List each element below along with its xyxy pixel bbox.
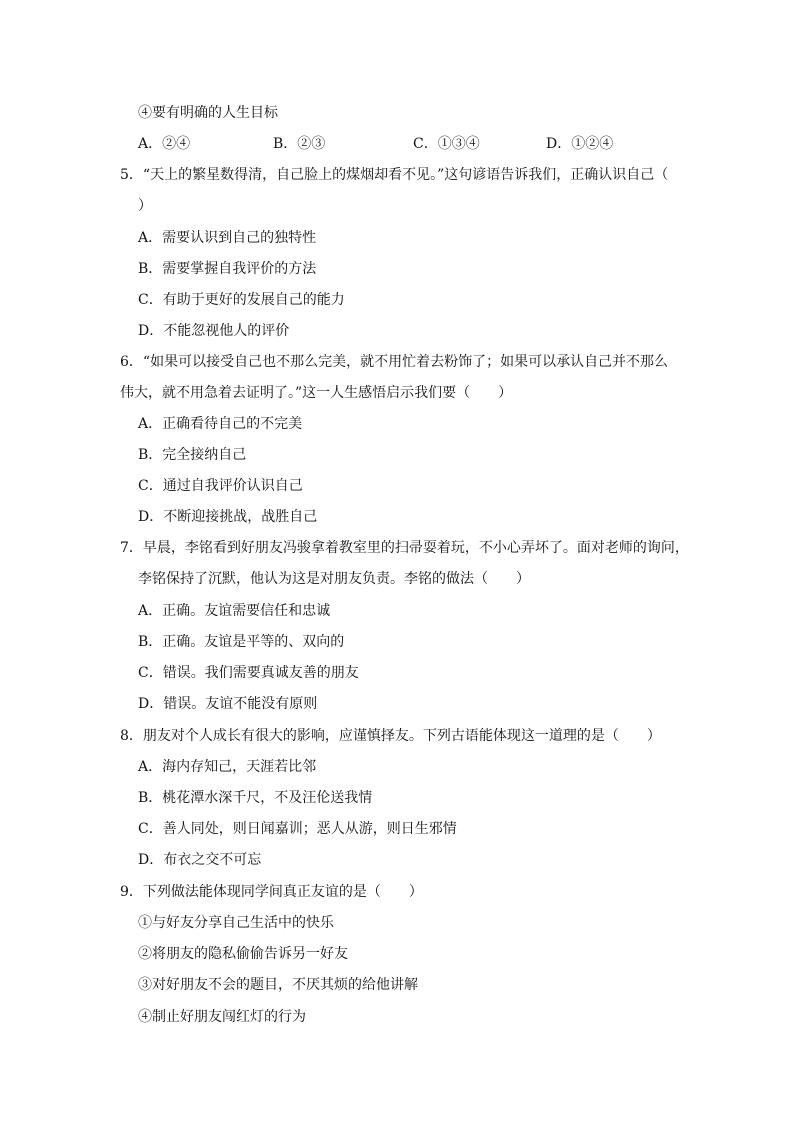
- q7-option-b: B．正确。友谊是平等的、双向的: [138, 634, 345, 650]
- q8-option-c: C．善人同处，则日闻嘉训；恶人从游，则日生邪情: [138, 821, 457, 837]
- q8-option-b: B．桃花潭水深千尺，不及汪伦送我情: [138, 790, 373, 806]
- q4-option-d: D．①②④: [546, 136, 614, 152]
- q9-stem-line-1: 9．下列做法能体现同学间真正友谊的是（ ）: [120, 884, 423, 900]
- q4-option-b: B．②③: [273, 136, 326, 152]
- q9-item-2: ②将朋友的隐私偷偷告诉另一好友: [138, 946, 348, 962]
- q6-option-b: B．完全接纳自己: [138, 447, 247, 463]
- q5-option-d: D．不能忽视他人的评价: [138, 323, 290, 339]
- q4-item-4: ④要有明确的人生目标: [138, 105, 278, 121]
- q7-option-d: D．错误。友谊不能没有原则: [138, 696, 318, 712]
- q6-stem-line-1: 6．“如果可以接受自己也不那么完美，就不用忙着去粉饰了；如果可以承认自己并不那么: [120, 354, 669, 370]
- q6-stem-line-2: 伟大，就不用急着去证明了。”这一人生感悟启示我们要（ ）: [120, 385, 513, 401]
- q5-option-c: C．有助于更好的发展自己的能力: [138, 292, 345, 308]
- q5-stem-line-2: ）: [138, 198, 152, 214]
- q7-stem-line-2: 李铭保持了沉默，他认为这是对朋友负责。李铭的做法（ ）: [138, 571, 530, 587]
- q8-stem-line-1: 8．朋友对个人成长有很大的影响，应谨慎择友。下列古语能体现这一道理的是（ ）: [120, 728, 661, 744]
- q7-stem-line-1: 7．早晨，李铭看到好朋友冯骏拿着教室里的扫帚耍着玩，不小心弄坏了。面对老师的询问，: [120, 540, 689, 556]
- q5-option-b: B．需要掌握自我评价的方法: [138, 261, 317, 277]
- q5-stem-line-1: 5．“天上的繁星数得清，自己脸上的煤烟却看不见。”这句谚语告诉我们，正确认识自己（: [120, 167, 669, 183]
- q4-option-c: C．①③④: [413, 136, 480, 152]
- q7-option-c: C．错误。我们需要真诚友善的朋友: [138, 665, 359, 681]
- q9-item-3: ③对好朋友不会的题目，不厌其烦的给他讲解: [138, 977, 418, 993]
- q7-option-a: A．正确。友谊需要信任和忠诚: [138, 603, 331, 619]
- q4-option-a: A．②④: [138, 136, 191, 152]
- q6-option-d: D．不断迎接挑战，战胜自己: [138, 509, 318, 525]
- q6-option-c: C．通过自我评价认识自己: [138, 478, 303, 494]
- q6-option-a: A．正确看待自己的不完美: [138, 416, 303, 432]
- q8-option-a: A．海内存知己，天涯若比邻: [138, 759, 317, 775]
- q5-option-a: A．需要认识到自己的独特性: [138, 230, 317, 246]
- q9-item-4: ④制止好朋友闯红灯的行为: [138, 1009, 306, 1025]
- q8-option-d: D．布衣之交不可忘: [138, 852, 262, 868]
- q9-item-1: ①与好友分享自己生活中的快乐: [138, 915, 334, 931]
